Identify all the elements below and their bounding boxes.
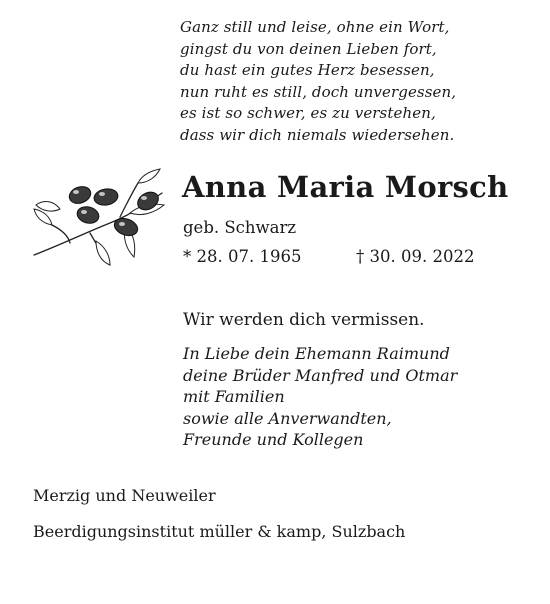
poem-line: nun ruht es still, doch unvergessen, [180,82,457,101]
poem-line: dass wir dich niemals wiedersehen. [180,125,455,144]
mourner-line: Freunde und Kollegen [183,430,364,449]
poem-line: es ist so schwer, es zu verstehen, [180,104,436,122]
poem-line: gingst du von deinen Lieben fort, [180,39,437,58]
mourners-list [183,343,457,451]
death-date: † 30. 09. 2022 [356,247,475,266]
mourner-line: sowie alle Anverwandten, [183,408,392,428]
poem-line: Ganz still und leise, ohne ein Wort, [180,18,450,36]
birth-date: * 28. 07. 1965 [183,247,302,266]
mourner-line: mit Familien [183,387,285,406]
mourner-line: In Liebe dein Ehemann Raimund [183,344,450,363]
olive-branch-icon [30,165,170,280]
farewell-message: Wir werden dich vermissen. [183,310,425,330]
mourner-line: deine Brüder Manfred und Otmar [183,365,458,385]
maiden-name: geb. Schwarz [183,218,297,237]
undertaker-line: Beerdigungsinstitut müller & kamp, Sulzbach [33,522,406,541]
place-line: Merzig und Neuweiler [33,486,216,505]
deceased-name: Anna Maria Morsch [182,170,509,204]
poem-line: du hast ein gutes Herz besessen, [180,61,435,79]
poem [180,17,520,146]
